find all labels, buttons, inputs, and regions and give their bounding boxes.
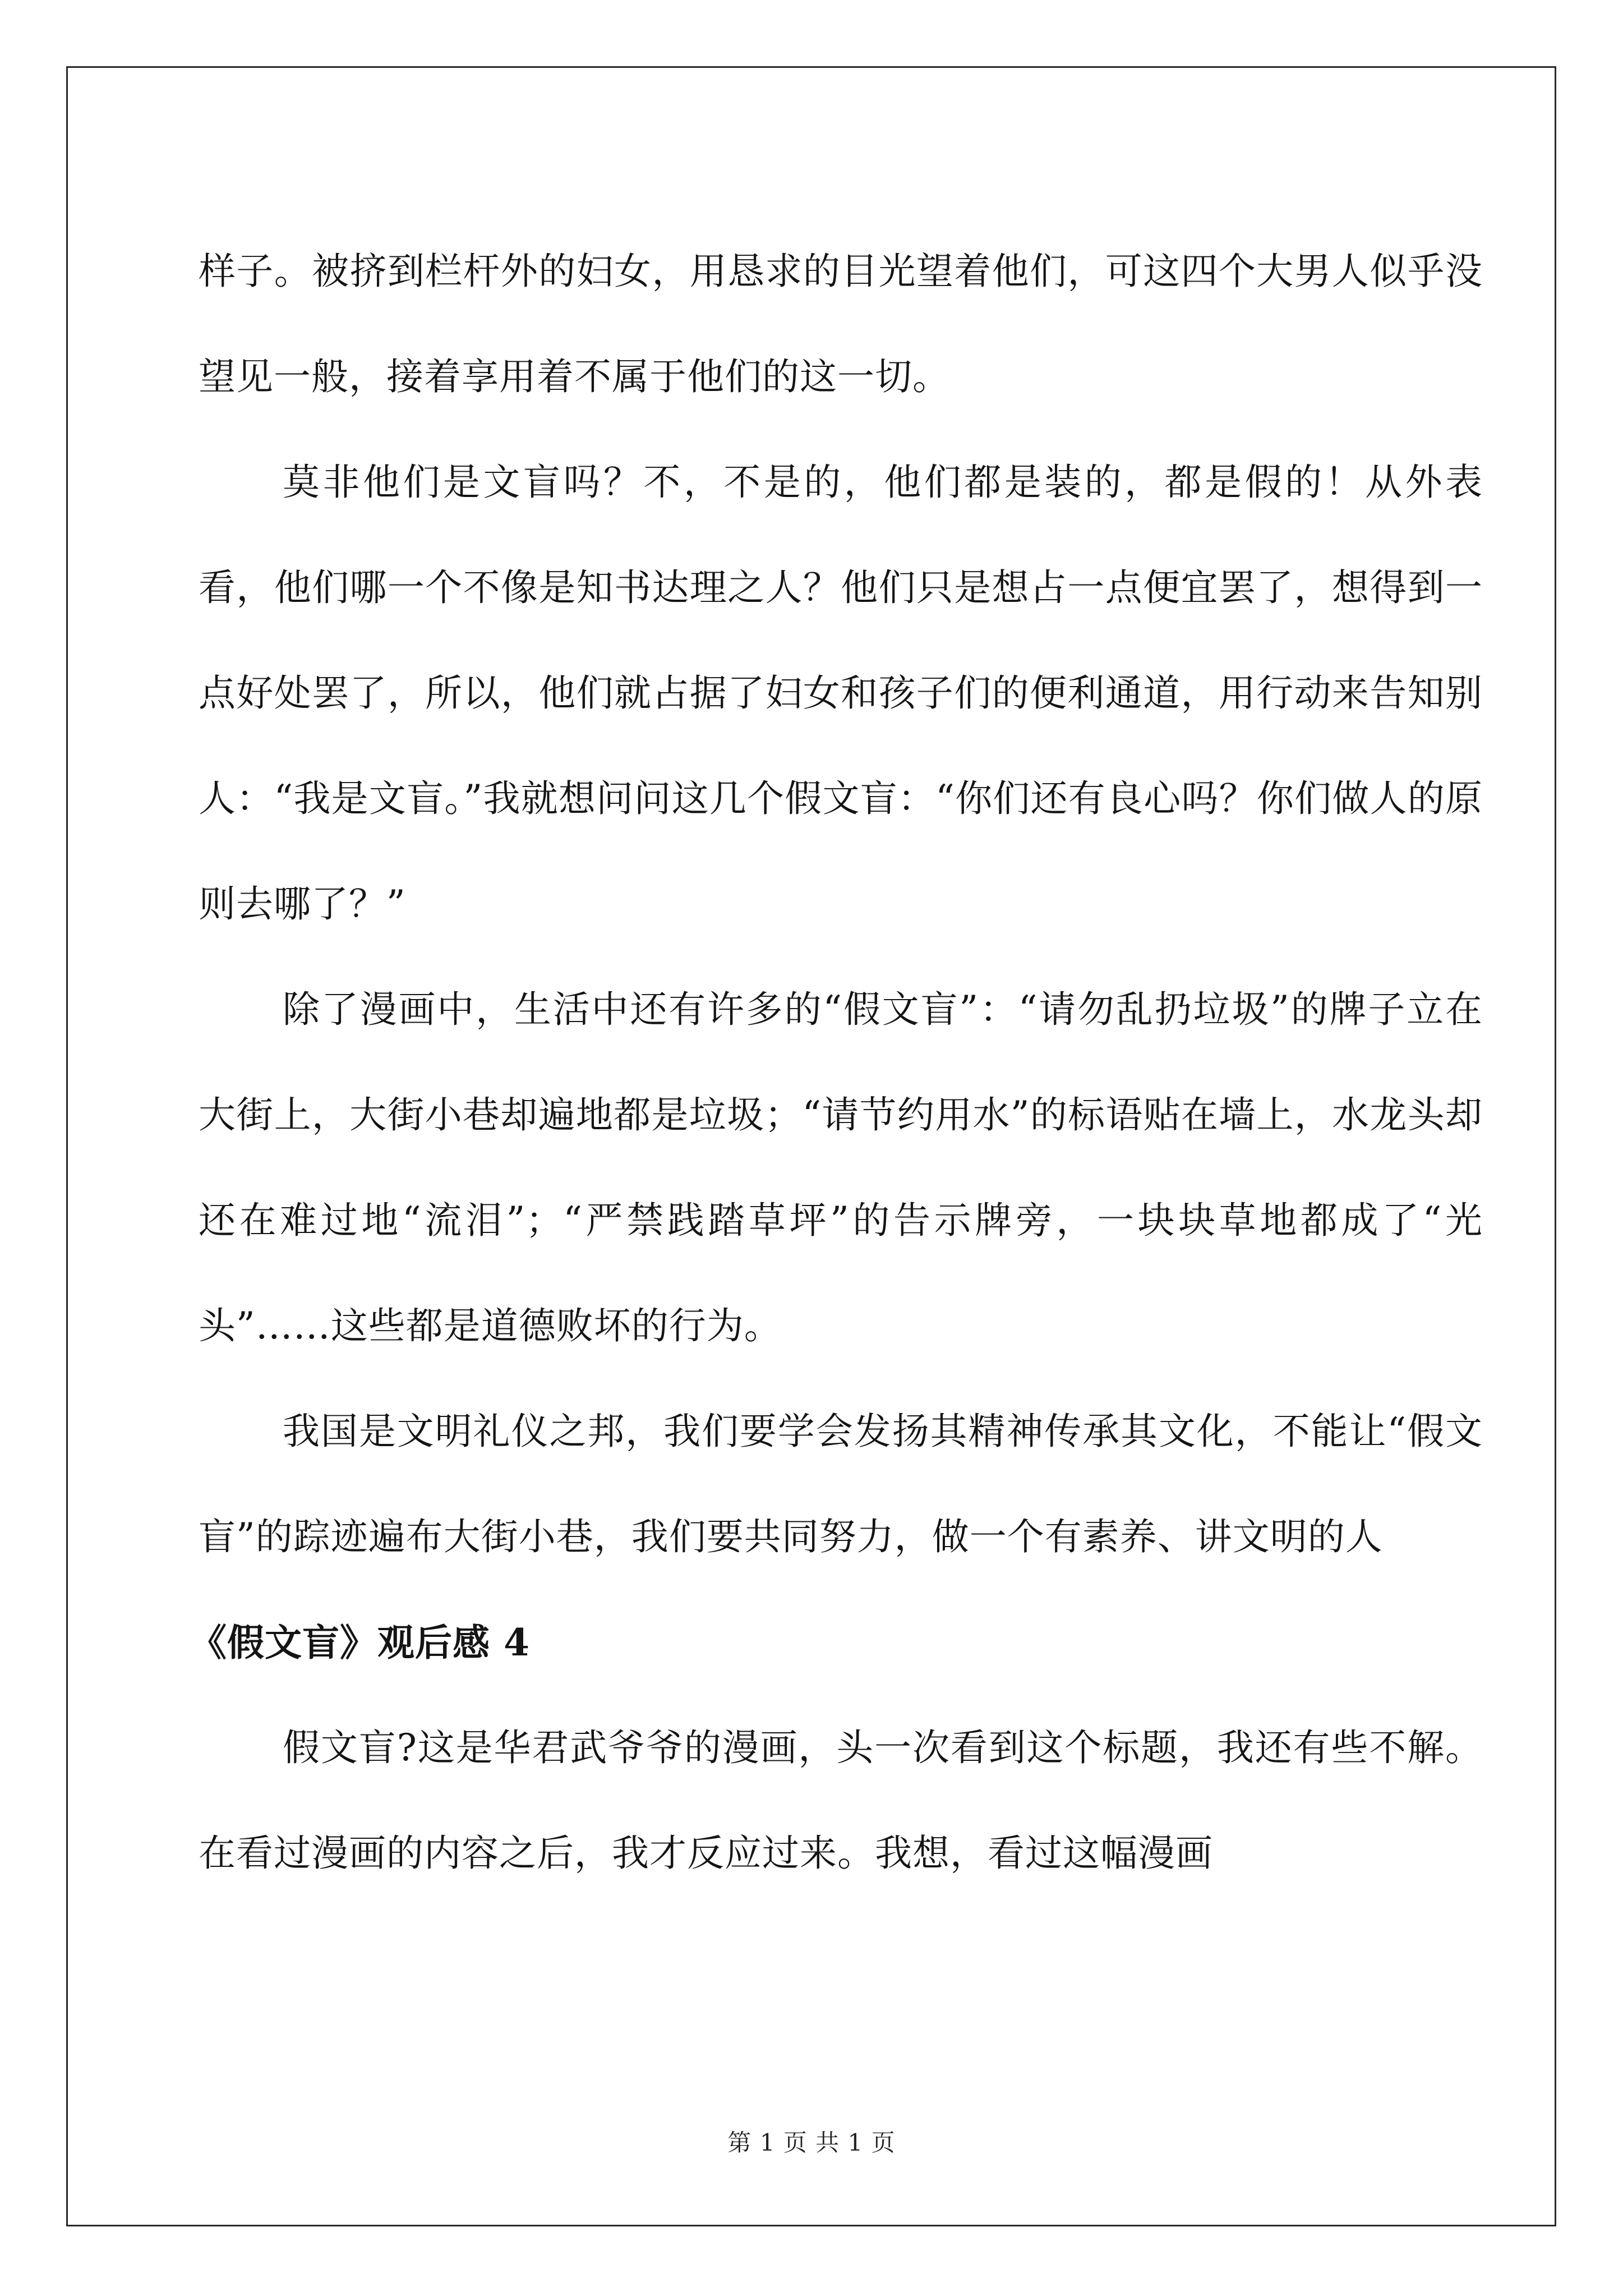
paragraph-1: 样子。被挤到栏杆外的妇女，用恳求的目光望着他们，可这四个大男人似乎没望见一般，接着享用着不属于他们的这一切。 [199, 250, 1483, 398]
paragraph-2: 莫非他们是文盲吗？不，不是的，他们都是装的，都是假的！从外表看，他们哪一个不像是知书达理之人？他们只是想占一点便宜罢了，想得到一点好处罢了，所以，他们就占据了妇女和孩子们的便利通道，用行动来告知别人：“我是文盲。”我就想问问这几个假文盲：“你们还有良心吗？你们做人的原则去哪了？” [199, 461, 1483, 926]
page-footer: 第 1 页 共 1 页 [727, 2129, 896, 2156]
paragraph-5: 假文盲?这是华君武爷爷的漫画，头一次看到这个标题，我还有些不解。在看过漫画的内容之后，我才反应过来。我想，看过这幅漫画 [199, 1726, 1483, 1875]
paragraph-3: 除了漫画中，生活中还有许多的“假文盲”：“请勿乱扔垃圾”的牌子立在大街上，大街小巷却遍地都是垃圾；“请节约用水”的标语贴在墙上，水龙头却还在难过地“流泪”；“严禁践踏草坪”的告示牌旁，一块块草地都成了“光头”……这些都是道德败坏的行为。 [199, 988, 1483, 1347]
document-body [190, 219, 1483, 1906]
section-title: 《假文盲》观后感 4 [190, 1621, 530, 1664]
paragraph-4: 我国是文明礼仪之邦，我们要学会发扬其精神传承其文化，不能让“假文盲”的踪迹遍布大街小巷，我们要共同努力，做一个有素养、讲文明的人 [199, 1410, 1483, 1558]
